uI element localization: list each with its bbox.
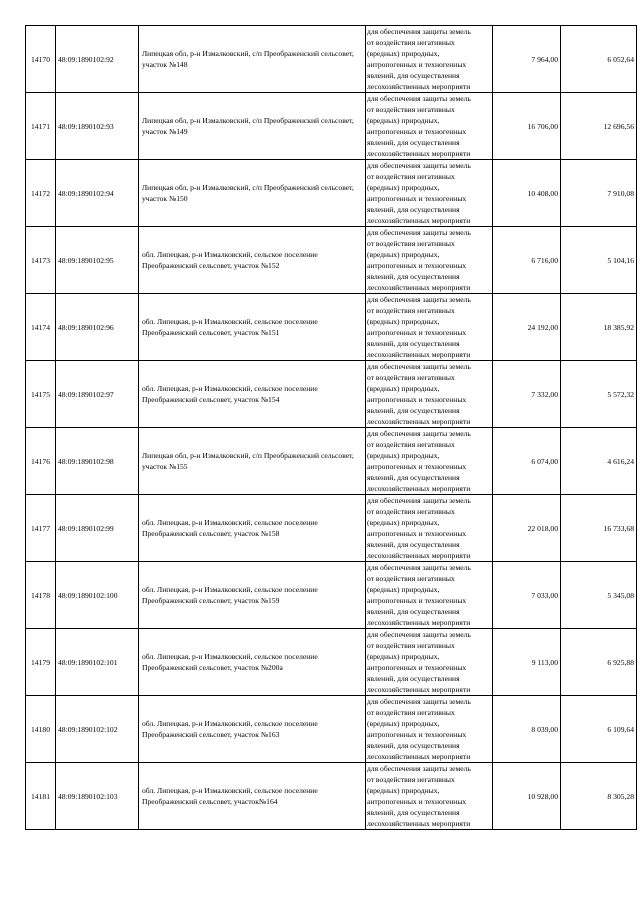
- permitted-use-line: для обеспечения защиты земель: [367, 630, 471, 639]
- permitted-use-line: от воздействия негативных: [367, 507, 455, 516]
- table-row: [26, 294, 637, 361]
- table-row: [26, 629, 637, 696]
- value-2: 5 572,32: [561, 361, 637, 428]
- permitted-use-line: для обеспечения защиты земель: [367, 764, 471, 773]
- permitted-use-line: для обеспечения защиты земель: [367, 228, 471, 237]
- permitted-use-line: для обеспечения защиты земель: [367, 295, 471, 304]
- permitted-use-line: антропогенных и техногенных: [367, 663, 467, 672]
- table-row: [26, 696, 637, 763]
- value-1: 10 408,00: [493, 160, 561, 227]
- cadastral-number: 48:09:1890102:95: [56, 227, 139, 294]
- document-page: [25, 25, 637, 830]
- value-1: 10 928,00: [493, 763, 561, 830]
- permitted-use-line: антропогенных и техногенных: [367, 797, 467, 806]
- permitted-use-line: антропогенных и техногенных: [367, 730, 467, 739]
- cadastral-number: 48:09:1890102:98: [56, 428, 139, 495]
- permitted-use-line: лесохозяйственных мероприяти: [367, 149, 471, 158]
- permitted-use-line: лесохозяйственных мероприяти: [367, 82, 471, 91]
- permitted-use: [366, 294, 493, 361]
- permitted-use-line: лесохозяйственных мероприяти: [367, 819, 471, 828]
- value-2: 18 385,92: [561, 294, 637, 361]
- permitted-use: [366, 763, 493, 830]
- table-row: [26, 93, 637, 160]
- permitted-use-line: (вредных) природных,: [367, 317, 440, 326]
- permitted-use-line: (вредных) природных,: [367, 384, 440, 393]
- value-2: 5 345,08: [561, 562, 637, 629]
- permitted-use-line: лесохозяйственных мероприяти: [367, 752, 471, 761]
- permitted-use-line: от воздействия негативных: [367, 105, 455, 114]
- permitted-use-line: явлений, для осуществления: [367, 205, 460, 214]
- permitted-use-line: антропогенных и техногенных: [367, 194, 467, 203]
- permitted-use: [366, 227, 493, 294]
- permitted-use-line: от воздействия негативных: [367, 38, 455, 47]
- value-2: 12 696,56: [561, 93, 637, 160]
- permitted-use-line: (вредных) природных,: [367, 116, 440, 125]
- permitted-use-line: (вредных) природных,: [367, 652, 440, 661]
- permitted-use-line: антропогенных и техногенных: [367, 328, 467, 337]
- permitted-use-line: антропогенных и техногенных: [367, 261, 467, 270]
- permitted-use-line: антропогенных и техногенных: [367, 395, 467, 404]
- permitted-use-line: лесохозяйственных мероприяти: [367, 350, 471, 359]
- permitted-use: [366, 562, 493, 629]
- permitted-use-line: явлений, для осуществления: [367, 741, 460, 750]
- permitted-use-line: от воздействия негативных: [367, 172, 455, 181]
- row-number: 14179: [26, 629, 56, 696]
- value-2: 6 109,64: [561, 696, 637, 763]
- permitted-use: [366, 495, 493, 562]
- permitted-use-line: (вредных) природных,: [367, 719, 440, 728]
- plot-address: Липецкая обл, р-н Измалковский, с/п Преображенский сельсовет, участок №150: [139, 160, 366, 227]
- permitted-use-line: явлений, для осуществления: [367, 540, 460, 549]
- value-2: 6 052,64: [561, 26, 637, 93]
- cadastral-number: 48:09:1890102:97: [56, 361, 139, 428]
- permitted-use-line: для обеспечения защиты земель: [367, 27, 471, 36]
- land-plots-table: [25, 25, 637, 830]
- permitted-use-line: для обеспечения защиты земель: [367, 563, 471, 572]
- value-1: 22 018,00: [493, 495, 561, 562]
- table-row: [26, 562, 637, 629]
- permitted-use-line: от воздействия негативных: [367, 373, 455, 382]
- permitted-use-line: лесохозяйственных мероприяти: [367, 283, 471, 292]
- plot-address: обл. Липецкая, р-н Измалковский, сельское поселение Преображенский сельсовет, участок №163: [139, 696, 366, 763]
- permitted-use-line: от воздействия негативных: [367, 641, 455, 650]
- cadastral-number: 48:09:1890102:101: [56, 629, 139, 696]
- value-1: 16 706,00: [493, 93, 561, 160]
- plot-address: обл. Липецкая, р-н Измалковский, сельское поселение Преображенский сельсовет, участок №159: [139, 562, 366, 629]
- permitted-use-line: антропогенных и техногенных: [367, 596, 467, 605]
- plot-address: обл. Липецкая, р-н Измалковский, сельское поселение Преображенский сельсовет, участок №152: [139, 227, 366, 294]
- cadastral-number: 48:09:1890102:100: [56, 562, 139, 629]
- value-1: 8 039,00: [493, 696, 561, 763]
- row-number: 14170: [26, 26, 56, 93]
- cadastral-number: 48:09:1890102:103: [56, 763, 139, 830]
- value-1: 7 033,00: [493, 562, 561, 629]
- value-2: 16 733,68: [561, 495, 637, 562]
- permitted-use-line: от воздействия негативных: [367, 306, 455, 315]
- row-number: 14174: [26, 294, 56, 361]
- plot-address: обл. Липецкая, р-н Измалковский, сельское поселение Преображенский сельсовет, участок №151: [139, 294, 366, 361]
- table-row: [26, 763, 637, 830]
- cadastral-number: 48:09:1890102:93: [56, 93, 139, 160]
- row-number: 14171: [26, 93, 56, 160]
- table-row: [26, 227, 637, 294]
- plot-address: обл. Липецкая, р-н Измалковский, сельское поселение Преображенский сельсовет, участок №154: [139, 361, 366, 428]
- value-2: 5 104,16: [561, 227, 637, 294]
- value-2: 7 910,08: [561, 160, 637, 227]
- permitted-use-line: явлений, для осуществления: [367, 674, 460, 683]
- cadastral-number: 48:09:1890102:92: [56, 26, 139, 93]
- value-2: 4 616,24: [561, 428, 637, 495]
- plot-address: Липецкая обл, р-н Измалковский, с/п Преображенский сельсовет, участок №155: [139, 428, 366, 495]
- permitted-use-line: для обеспечения защиты земель: [367, 697, 471, 706]
- permitted-use-line: для обеспечения защиты земель: [367, 362, 471, 371]
- permitted-use-line: для обеспечения защиты земель: [367, 429, 471, 438]
- cadastral-number: 48:09:1890102:94: [56, 160, 139, 227]
- table-row: [26, 428, 637, 495]
- permitted-use-line: от воздействия негативных: [367, 708, 455, 717]
- permitted-use-line: для обеспечения защиты земель: [367, 161, 471, 170]
- value-1: 6 716,00: [493, 227, 561, 294]
- permitted-use-line: от воздействия негативных: [367, 574, 455, 583]
- plot-address: обл. Липецкая, р-н Измалковский, сельское поселение Преображенский сельсовет, участок №158: [139, 495, 366, 562]
- permitted-use: [366, 629, 493, 696]
- permitted-use-line: от воздействия негативных: [367, 775, 455, 784]
- permitted-use-line: лесохозяйственных мероприяти: [367, 484, 471, 493]
- permitted-use-line: явлений, для осуществления: [367, 808, 460, 817]
- permitted-use-line: лесохозяйственных мероприяти: [367, 685, 471, 694]
- permitted-use-line: лесохозяйственных мероприяти: [367, 216, 471, 225]
- permitted-use-line: от воздействия негативных: [367, 239, 455, 248]
- permitted-use: [366, 696, 493, 763]
- permitted-use: [366, 361, 493, 428]
- permitted-use-line: лесохозяйственных мероприяти: [367, 618, 471, 627]
- permitted-use-line: (вредных) природных,: [367, 585, 440, 594]
- value-1: 9 113,00: [493, 629, 561, 696]
- plot-address: Липецкая обл, р-н Измалковский, с/п Преображенский сельсовет, участок №148: [139, 26, 366, 93]
- permitted-use: [366, 26, 493, 93]
- permitted-use-line: лесохозяйственных мероприяти: [367, 551, 471, 560]
- permitted-use: [366, 93, 493, 160]
- table-row: [26, 495, 637, 562]
- permitted-use-line: от воздействия негативных: [367, 440, 455, 449]
- table-row: [26, 26, 637, 93]
- value-1: 7 964,00: [493, 26, 561, 93]
- value-1: 6 074,00: [493, 428, 561, 495]
- permitted-use-line: явлений, для осуществления: [367, 138, 460, 147]
- permitted-use-line: явлений, для осуществления: [367, 473, 460, 482]
- permitted-use-line: явлений, для осуществления: [367, 272, 460, 281]
- row-number: 14180: [26, 696, 56, 763]
- permitted-use: [366, 428, 493, 495]
- permitted-use-line: антропогенных и техногенных: [367, 60, 467, 69]
- permitted-use-line: явлений, для осуществления: [367, 406, 460, 415]
- permitted-use-line: (вредных) природных,: [367, 786, 440, 795]
- row-number: 14181: [26, 763, 56, 830]
- permitted-use: [366, 160, 493, 227]
- permitted-use-line: для обеспечения защиты земель: [367, 94, 471, 103]
- row-number: 14176: [26, 428, 56, 495]
- permitted-use-line: (вредных) природных,: [367, 451, 440, 460]
- plot-address: обл. Липецкая, р-н Измалковский, сельское поселение Преображенский сельсовет, участок№164: [139, 763, 366, 830]
- permitted-use-line: лесохозяйственных мероприяти: [367, 417, 471, 426]
- permitted-use-line: для обеспечения защиты земель: [367, 496, 471, 505]
- permitted-use-line: антропогенных и техногенных: [367, 529, 467, 538]
- plot-address: обл. Липецкая, р-н Измалковский, сельское поселение Преображенский сельсовет, участок №200а: [139, 629, 366, 696]
- permitted-use-line: явлений, для осуществления: [367, 71, 460, 80]
- row-number: 14172: [26, 160, 56, 227]
- permitted-use-line: антропогенных и техногенных: [367, 127, 467, 136]
- row-number: 14173: [26, 227, 56, 294]
- row-number: 14178: [26, 562, 56, 629]
- permitted-use-line: (вредных) природных,: [367, 49, 440, 58]
- permitted-use-line: явлений, для осуществления: [367, 339, 460, 348]
- row-number: 14177: [26, 495, 56, 562]
- value-2: 8 305,28: [561, 763, 637, 830]
- cadastral-number: 48:09:1890102:99: [56, 495, 139, 562]
- table-row: [26, 160, 637, 227]
- permitted-use-line: явлений, для осуществления: [367, 607, 460, 616]
- permitted-use-line: антропогенных и техногенных: [367, 462, 467, 471]
- value-2: 6 925,88: [561, 629, 637, 696]
- permitted-use-line: (вредных) природных,: [367, 250, 440, 259]
- cadastral-number: 48:09:1890102:102: [56, 696, 139, 763]
- row-number: 14175: [26, 361, 56, 428]
- permitted-use-line: (вредных) природных,: [367, 183, 440, 192]
- value-1: 7 332,00: [493, 361, 561, 428]
- table-row: [26, 361, 637, 428]
- cadastral-number: 48:09:1890102:96: [56, 294, 139, 361]
- permitted-use-line: (вредных) природных,: [367, 518, 440, 527]
- value-1: 24 192,00: [493, 294, 561, 361]
- plot-address: Липецкая обл, р-н Измалковский, с/п Преображенский сельсовет, участок №149: [139, 93, 366, 160]
